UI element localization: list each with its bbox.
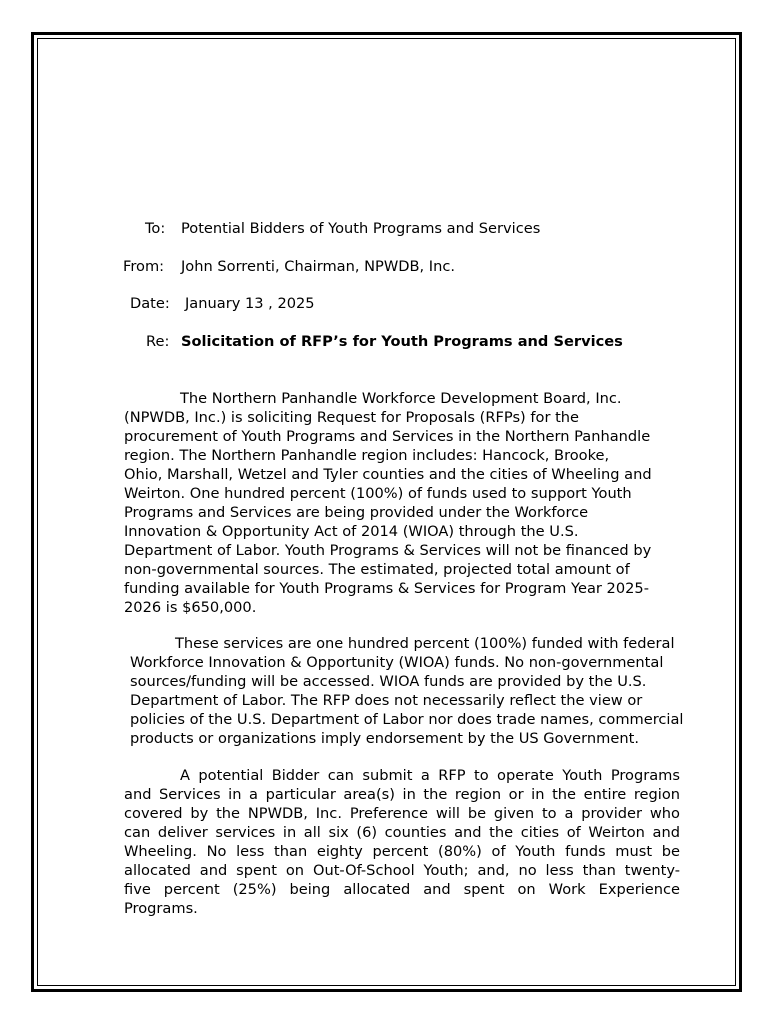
paragraph-1-line: The Northern Panhandle Workforce Development Board, Inc. — [180, 390, 622, 407]
memo-from-label: From: — [123, 258, 165, 275]
paragraph-3-line: and Services in a particular area(s) in the region or in the entire region — [124, 786, 680, 803]
paragraph-3-line: covered by the NPWDB, Inc. Preference will be given to a provider who — [124, 805, 680, 822]
memo-date-value: January 13 , 2025 — [185, 295, 315, 312]
paragraph-2-line: Department of Labor. The RFP does not necessarily reflect the view or — [130, 692, 643, 709]
paragraph-1-line: Weirton. One hundred percent (100%) of funds used to support Youth — [124, 485, 632, 502]
paragraph-1-line: Ohio, Marshall, Wetzel and Tyler counties and the cities of Wheeling and — [124, 466, 652, 483]
paragraph-3-line: Wheeling. No less than eighty percent (80%) of Youth funds must be — [124, 843, 680, 860]
paragraph-2-line: These services are one hundred percent (100%) funded with federal — [175, 635, 675, 652]
paragraph-3-line: Programs. — [124, 900, 198, 917]
body-paragraph-2 — [130, 634, 710, 748]
paragraph-2-line: products or organizations imply endorsement by the US Government. — [130, 730, 639, 747]
memo-to-value: Potential Bidders of Youth Programs and Services — [181, 220, 541, 237]
paragraph-1-line: Department of Labor. Youth Programs & Services will not be financed by — [124, 542, 652, 559]
paragraph-1-line: 2026 is $650,000. — [124, 599, 257, 616]
body-paragraph-3 — [124, 766, 680, 918]
paragraph-2-line: sources/funding will be accessed. WIOA funds are provided by the U.S. — [130, 673, 647, 690]
memo-re-value: Solicitation of RFP’s for Youth Programs and Services — [181, 333, 623, 350]
paragraph-1-line: Programs and Services are being provided under the Workforce — [124, 504, 589, 521]
paragraph-2-line: policies of the U.S. Department of Labor nor does trade names, commercial — [130, 711, 684, 728]
memo-re-label: Re: — [146, 333, 170, 350]
paragraph-1-line: (NPWDB, Inc.) is soliciting Request for Proposals (RFPs) for the — [124, 409, 580, 426]
paragraph-2-line: Workforce Innovation & Opportunity (WIOA) funds. No non-governmental — [130, 654, 664, 671]
memo-from-value: John Sorrenti, Chairman, NPWDB, Inc. — [181, 258, 456, 275]
paragraph-1-line: Innovation & Opportunity Act of 2014 (WIOA) through the U.S. — [124, 523, 579, 540]
paragraph-1-line: region. The Northern Panhandle region includes: Hancock, Brooke, — [124, 447, 610, 464]
paragraph-3-line: can deliver services in all six (6) counties and the cities of Weirton and — [124, 824, 680, 841]
paragraph-1-line: non-governmental sources. The estimated, projected total amount of — [124, 561, 630, 578]
paragraph-1-line: funding available for Youth Programs & Services for Program Year 2025- — [124, 580, 649, 597]
paragraph-3-line: five percent (25%) being allocated and spent on Work Experience — [124, 881, 680, 898]
body-paragraph-1 — [124, 389, 684, 617]
paragraph-3-line: A potential Bidder can submit a RFP to operate Youth Programs — [180, 767, 680, 784]
paragraph-3-line: allocated and spent on Out-Of-School Youth; and, no less than twenty- — [124, 862, 680, 879]
paragraph-1-line: procurement of Youth Programs and Services in the Northern Panhandle — [124, 428, 651, 445]
memo-to-label: To: — [145, 220, 166, 237]
memo-date-label: Date: — [130, 295, 170, 312]
